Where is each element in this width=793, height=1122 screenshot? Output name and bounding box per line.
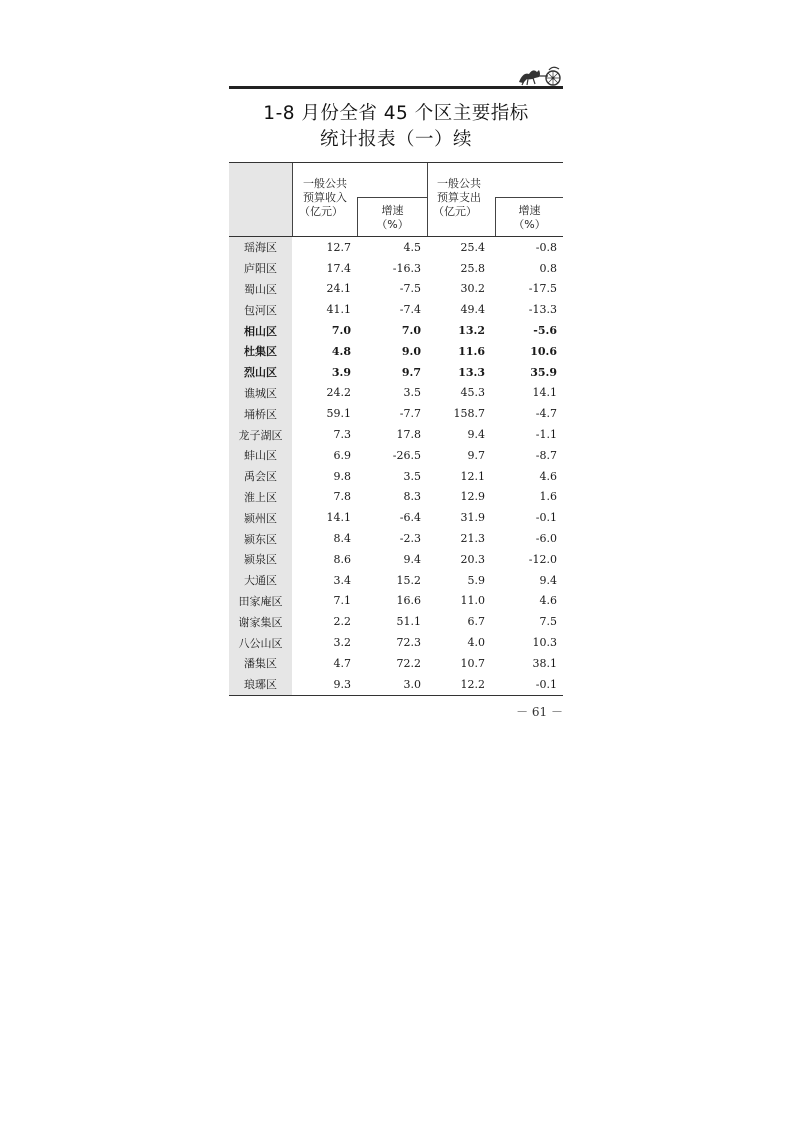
header-revenue-growth-line1: 增速	[381, 204, 404, 217]
revenue-cell: 4.8	[331, 344, 351, 358]
expenditure-cell: 9.4	[467, 428, 485, 442]
revenue-growth-cell: 9.0	[401, 344, 421, 358]
revenue-cell: 41.1	[326, 303, 351, 317]
district-name-cell: 杜集区	[229, 341, 292, 362]
expenditure-growth-cell: -6.0	[535, 532, 557, 546]
revenue-cell: 24.2	[326, 386, 351, 400]
revenue-growth-cell: 15.2	[396, 573, 421, 587]
expenditure-growth-cell: 14.1	[532, 386, 557, 400]
expenditure-cell: 49.4	[460, 303, 485, 317]
header-expenditure-growth	[496, 204, 563, 232]
revenue-cell: 2.2	[333, 615, 351, 629]
expenditure-growth-cell: -0.1	[535, 677, 557, 691]
district-name-cell: 庐阳区	[229, 258, 292, 279]
expenditure-growth-cell: -8.7	[535, 448, 557, 462]
expenditure-cell: 13.3	[458, 365, 485, 379]
page-number: － 61 －	[516, 705, 563, 719]
revenue-growth-cell: 8.3	[403, 490, 421, 504]
expenditure-growth-cell: -17.5	[528, 282, 557, 296]
expenditure-growth-cell: 9.4	[539, 573, 557, 587]
revenue-growth-cell: 9.4	[403, 552, 421, 566]
table-row	[229, 653, 563, 674]
expenditure-growth-cell: 4.6	[539, 469, 557, 483]
title-line-1: 1-8 月份全省 45 个区主要指标	[263, 103, 529, 124]
header-expenditure-growth-line1: 增速	[518, 204, 541, 217]
expenditure-growth-cell: 38.1	[532, 656, 557, 670]
table-row	[229, 632, 563, 653]
revenue-growth-cell: -6.4	[399, 511, 421, 525]
revenue-growth-cell: 72.2	[396, 656, 421, 670]
table-row	[229, 570, 563, 591]
table-row	[229, 591, 563, 612]
revenue-cell: 12.7	[326, 240, 351, 254]
revenue-cell: 7.0	[331, 324, 351, 338]
revenue-growth-cell: 9.7	[401, 365, 421, 379]
table-row	[229, 341, 563, 362]
district-name-cell: 龙子湖区	[229, 424, 292, 445]
revenue-cell: 9.3	[333, 677, 351, 691]
expenditure-cell: 4.0	[467, 636, 485, 650]
expenditure-cell: 12.2	[460, 677, 485, 691]
header-revenue-growth	[358, 204, 427, 232]
expenditure-cell: 158.7	[453, 407, 485, 421]
expenditure-growth-cell: -5.6	[533, 324, 557, 338]
header-divider	[427, 163, 428, 236]
revenue-cell: 8.6	[333, 552, 351, 566]
header-expenditure	[433, 177, 481, 219]
table-row	[229, 299, 563, 320]
expenditure-cell: 10.7	[460, 656, 485, 670]
revenue-cell: 6.9	[333, 448, 351, 462]
revenue-growth-cell: 72.3	[396, 636, 421, 650]
revenue-growth-cell: 3.0	[403, 677, 421, 691]
expenditure-growth-cell: -1.1	[535, 428, 557, 442]
expenditure-cell: 45.3	[460, 386, 485, 400]
table-row	[229, 403, 563, 424]
revenue-cell: 24.1	[326, 282, 351, 296]
revenue-growth-cell: 7.0	[401, 324, 421, 338]
district-name-cell: 八公山区	[229, 632, 292, 653]
district-name-cell: 潘集区	[229, 653, 292, 674]
expenditure-growth-cell: 0.8	[539, 261, 557, 275]
expenditure-cell: 11.6	[458, 344, 485, 358]
table-row	[229, 362, 563, 383]
revenue-growth-cell: 4.5	[403, 240, 421, 254]
revenue-cell: 7.1	[333, 594, 351, 608]
header-expenditure-growth-line2: （%）	[513, 218, 546, 231]
revenue-growth-cell: 3.5	[403, 386, 421, 400]
revenue-cell: 17.4	[326, 261, 351, 275]
district-name-cell: 琅琊区	[229, 674, 292, 695]
revenue-cell: 7.8	[333, 490, 351, 504]
expenditure-cell: 20.3	[460, 552, 485, 566]
expenditure-cell: 12.9	[460, 490, 485, 504]
expenditure-growth-cell: -0.8	[535, 240, 557, 254]
district-name-cell: 禹会区	[229, 466, 292, 487]
table-row	[229, 258, 563, 279]
revenue-cell: 3.4	[333, 573, 351, 587]
revenue-growth-cell: -7.7	[399, 407, 421, 421]
table-row	[229, 445, 563, 466]
header-revenue	[299, 177, 347, 219]
expenditure-cell: 11.0	[460, 594, 485, 608]
expenditure-cell: 5.9	[467, 573, 485, 587]
revenue-growth-cell: -2.3	[399, 532, 421, 546]
revenue-cell: 3.2	[333, 636, 351, 650]
district-name-cell: 谯城区	[229, 383, 292, 404]
revenue-growth-cell: -16.3	[392, 261, 421, 275]
revenue-growth-cell: -7.5	[399, 282, 421, 296]
expenditure-cell: 25.8	[460, 261, 485, 275]
header-revenue-growth-line2: （%）	[376, 218, 409, 231]
expenditure-cell: 31.9	[460, 511, 485, 525]
header-divider	[357, 197, 427, 198]
district-name-cell: 大通区	[229, 570, 292, 591]
header-revenue-line1: 一般公共	[303, 177, 347, 190]
district-name-cell: 烈山区	[229, 362, 292, 383]
table-row	[229, 549, 563, 570]
expenditure-growth-cell: 1.6	[539, 490, 557, 504]
expenditure-cell: 6.7	[467, 615, 485, 629]
district-name-cell: 颍东区	[229, 528, 292, 549]
table-row	[229, 507, 563, 528]
district-name-cell: 颍州区	[229, 507, 292, 528]
expenditure-growth-cell: 35.9	[530, 365, 557, 379]
district-name-cell: 包河区	[229, 299, 292, 320]
expenditure-growth-cell: 10.3	[532, 636, 557, 650]
statistics-table	[229, 162, 563, 696]
revenue-cell: 4.7	[333, 656, 351, 670]
page-title	[229, 101, 563, 153]
table-row	[229, 237, 563, 258]
district-name-cell: 蜀山区	[229, 279, 292, 300]
revenue-cell: 9.8	[333, 469, 351, 483]
revenue-cell: 59.1	[326, 407, 351, 421]
table-row	[229, 528, 563, 549]
table-row	[229, 383, 563, 404]
expenditure-growth-cell: -13.3	[528, 303, 557, 317]
header-revenue-line2: 预算收入	[303, 191, 347, 204]
revenue-cell: 14.1	[326, 511, 351, 525]
header-divider	[292, 163, 293, 236]
expenditure-cell: 9.7	[467, 448, 485, 462]
table-row	[229, 320, 563, 341]
header-expenditure-line2: 预算支出	[437, 191, 481, 204]
table-row	[229, 611, 563, 632]
revenue-growth-cell: -7.4	[399, 303, 421, 317]
revenue-cell: 3.9	[331, 365, 351, 379]
table-row	[229, 466, 563, 487]
expenditure-growth-cell: 10.6	[530, 344, 557, 358]
revenue-cell: 8.4	[333, 532, 351, 546]
district-name-cell: 蚌山区	[229, 445, 292, 466]
expenditure-growth-cell: 4.6	[539, 594, 557, 608]
table-body	[229, 237, 563, 696]
expenditure-growth-cell: -4.7	[535, 407, 557, 421]
revenue-growth-cell: 16.6	[396, 594, 421, 608]
expenditure-cell: 25.4	[460, 240, 485, 254]
district-name-cell: 田家庵区	[229, 591, 292, 612]
district-name-cell: 谢家集区	[229, 611, 292, 632]
revenue-growth-cell: 17.8	[396, 428, 421, 442]
header-expenditure-line1: 一般公共	[437, 177, 481, 190]
expenditure-cell: 13.2	[458, 324, 485, 338]
header-divider	[495, 197, 563, 198]
table-row	[229, 674, 563, 695]
district-name-cell: 埇桥区	[229, 403, 292, 424]
district-name-cell: 淮上区	[229, 487, 292, 508]
horse-chariot-logo-icon	[515, 62, 565, 88]
expenditure-cell: 21.3	[460, 532, 485, 546]
table-row	[229, 279, 563, 300]
expenditure-growth-cell: -0.1	[535, 511, 557, 525]
revenue-growth-cell: 3.5	[403, 469, 421, 483]
district-name-cell: 相山区	[229, 320, 292, 341]
expenditure-cell: 12.1	[460, 469, 485, 483]
header-expenditure-line3: （亿元）	[433, 205, 477, 218]
expenditure-cell: 30.2	[460, 282, 485, 296]
expenditure-growth-cell: -12.0	[528, 552, 557, 566]
revenue-growth-cell: 51.1	[396, 615, 421, 629]
revenue-growth-cell: -26.5	[392, 448, 421, 462]
revenue-cell: 7.3	[333, 428, 351, 442]
district-name-cell: 瑶海区	[229, 237, 292, 258]
header-rule	[229, 86, 563, 89]
header-revenue-line3: （亿元）	[299, 205, 343, 218]
expenditure-growth-cell: 7.5	[539, 615, 557, 629]
table-header	[229, 162, 563, 237]
district-name-cell: 颍泉区	[229, 549, 292, 570]
title-line-2: 统计报表（一）续	[319, 129, 472, 150]
table-row	[229, 487, 563, 508]
table-row	[229, 424, 563, 445]
